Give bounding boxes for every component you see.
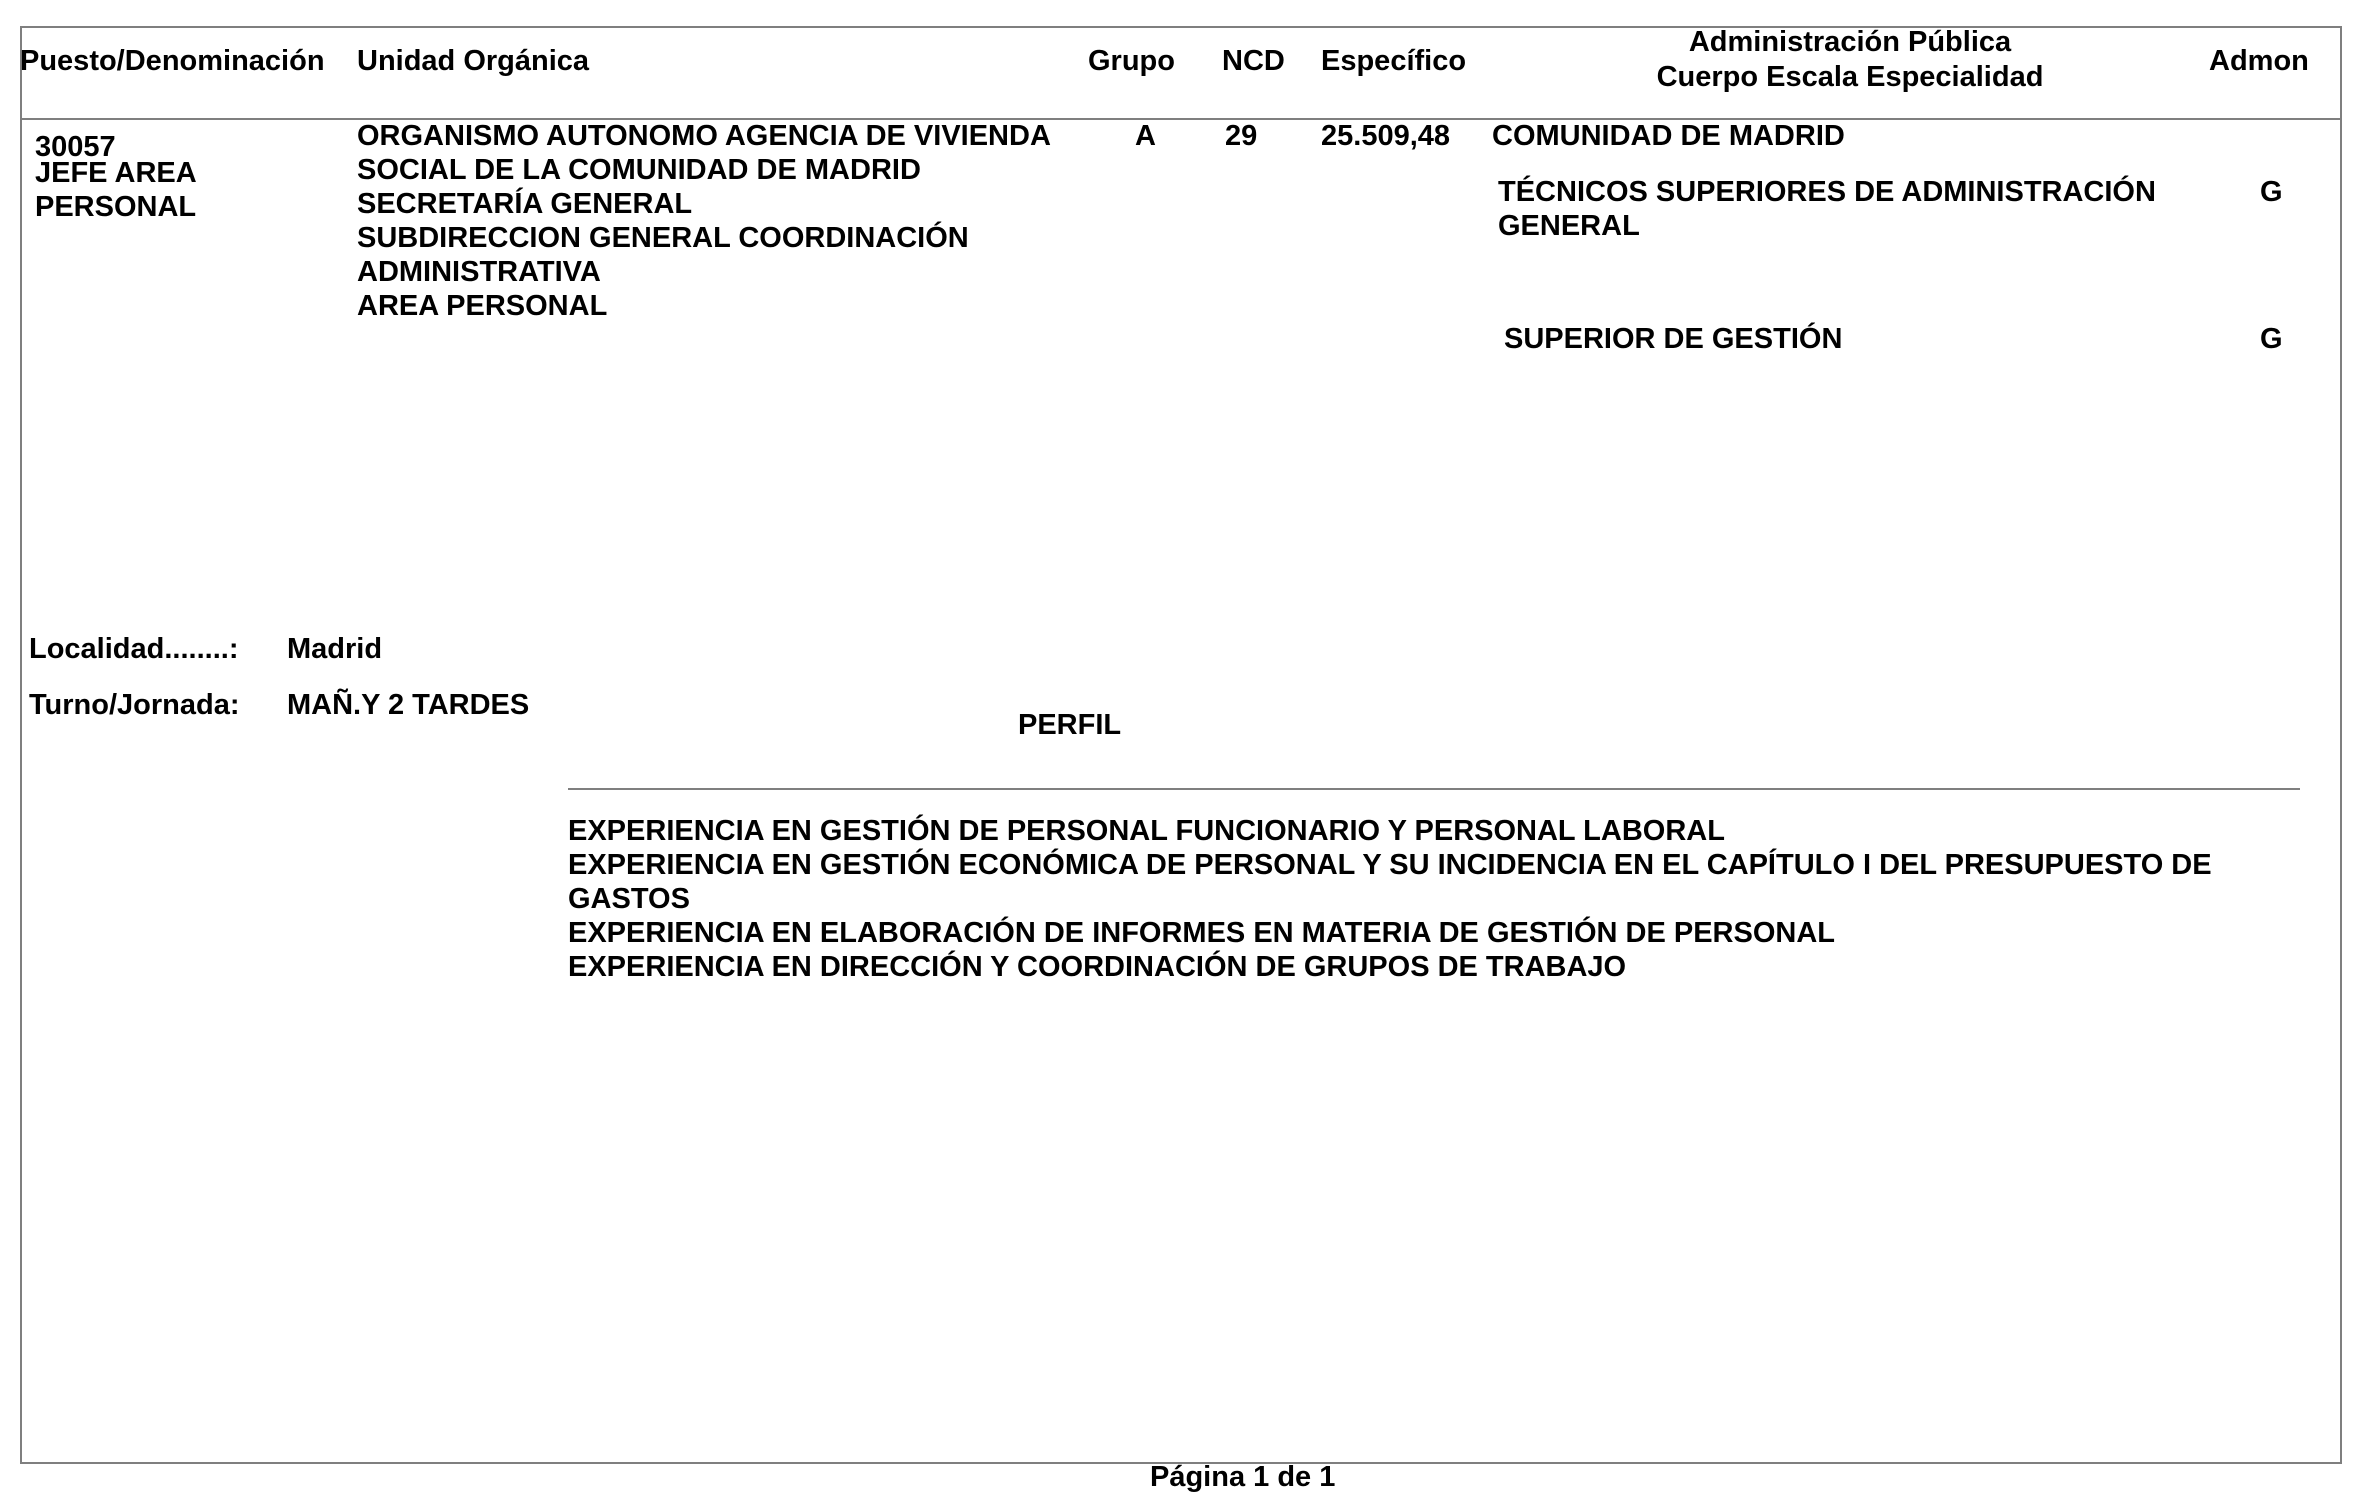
page-number: Página 1 de 1 [1150, 1461, 1336, 1493]
header-puesto: Puesto/Denominación [20, 45, 325, 77]
header-cuerpo-escala: Cuerpo Escala Especialidad [1656, 61, 2044, 93]
localidad-value: Madrid [287, 633, 383, 665]
unidad-line: ADMINISTRATIVA [357, 256, 601, 288]
unidad-line: SOCIAL DE LA COMUNIDAD DE MADRID [357, 154, 921, 186]
perfil-line: EXPERIENCIA EN GESTIÓN DE PERSONAL FUNCIONARIO Y PERSONAL LABORAL [568, 815, 1725, 847]
escala-admon-value: G [2260, 323, 2283, 355]
escala-value: SUPERIOR DE GESTIÓN [1504, 323, 1843, 355]
header-administracion-publica: Administración Pública [1688, 26, 2012, 58]
header-especifico: Específico [1321, 45, 1467, 77]
especifico-value: 25.509,48 [1321, 120, 1451, 152]
header-unidad-organica: Unidad Orgánica [357, 45, 590, 77]
perfil-line: GASTOS [568, 883, 690, 915]
grupo-value: A [1135, 120, 1156, 152]
perfil-list [568, 814, 2212, 984]
turno-value: MAÑ.Y 2 TARDES [287, 689, 530, 721]
header-ncd: NCD [1222, 45, 1285, 77]
cuerpo-admon-value: G [2260, 176, 2283, 208]
unidad-line: AREA PERSONAL [357, 290, 608, 322]
turno-label: Turno/Jornada: [29, 689, 240, 721]
cuerpo-line: TÉCNICOS SUPERIORES DE ADMINISTRACIÓN [1498, 176, 2156, 208]
page-footer [1150, 1461, 1390, 1493]
administracion-value: COMUNIDAD DE MADRID [1492, 120, 1845, 152]
perfil-line: EXPERIENCIA EN GESTIÓN ECONÓMICA DE PERSONAL Y SU INCIDENCIA EN EL CAPÍTULO I DEL PRESUPUESTO DE [568, 849, 2212, 881]
ncd-value: 29 [1225, 120, 1258, 152]
perfil-line: EXPERIENCIA EN ELABORACIÓN DE INFORMES EN MATERIA DE GESTIÓN DE PERSONAL [568, 917, 1835, 949]
cuerpo-value [1498, 175, 2156, 243]
perfil-title: PERFIL [1018, 709, 1122, 741]
unidad-line: ORGANISMO AUTONOMO AGENCIA DE VIVIENDA [357, 120, 1051, 152]
puesto-denominacion [35, 156, 197, 224]
perfil-divider [568, 788, 2300, 790]
unidad-line: SUBDIRECCION GENERAL COORDINACIÓN [357, 222, 969, 254]
cuerpo-line: GENERAL [1498, 210, 1640, 242]
unidad-line: SECRETARÍA GENERAL [357, 188, 693, 220]
header-admon: Admon [2209, 45, 2309, 77]
denominacion-line: PERSONAL [35, 191, 197, 223]
perfil-line: EXPERIENCIA EN DIRECCIÓN Y COORDINACIÓN DE GRUPOS DE TRABAJO [568, 951, 1627, 983]
puesto-code: 30057 [35, 131, 116, 163]
localidad-label: Localidad........: [29, 633, 239, 665]
denominacion-line: JEFE AREA [35, 157, 197, 189]
header-grupo: Grupo [1088, 45, 1175, 77]
unidad-organica [357, 119, 1051, 323]
